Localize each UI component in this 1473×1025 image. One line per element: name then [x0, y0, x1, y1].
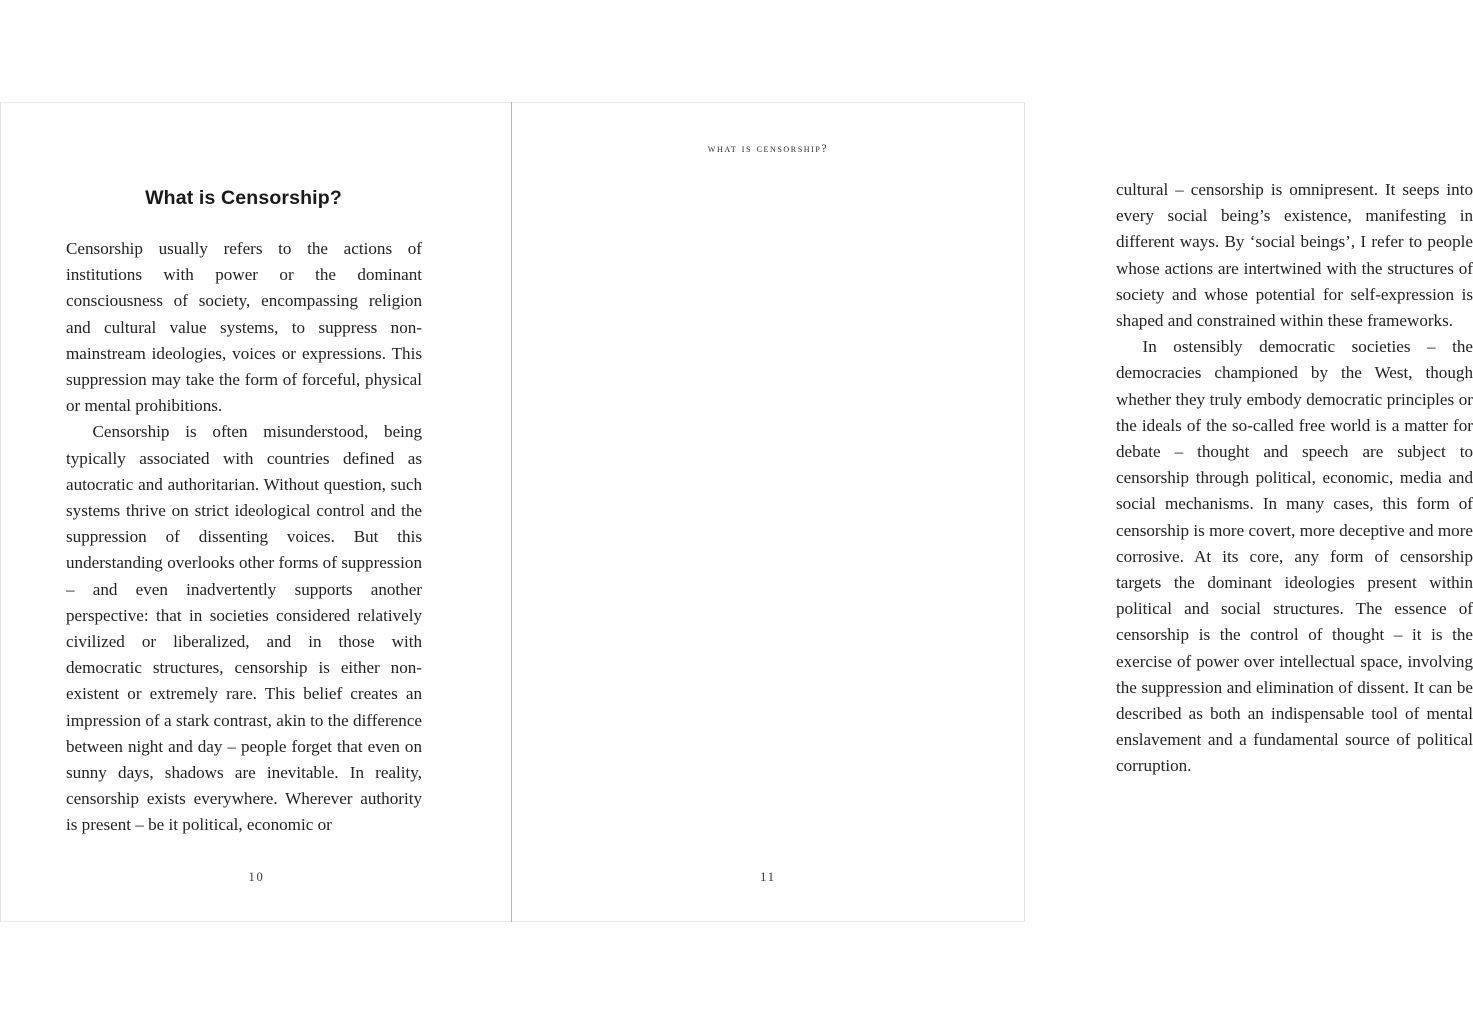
book-spread	[0, 102, 1473, 922]
chapter-heading: What is Censorship?	[145, 187, 342, 209]
right-page	[512, 103, 1473, 921]
paragraph: Censorship is often misunderstood, being typically associated with countries defined as autocratic and authoritarian. Without question, such systems thrive on strict ideological control and the suppression of dissenting voices. But this understanding overlooks other forms of suppression – and even inadvertently supports another perspective: that in societies considered relatively civilized or liberalized, and in those with democratic structures, censorship is either non-existent or extremely rare. This belief creates an impression of a stark contrast, akin to the difference between night and day – people forget that even on sunny days, shadows are inevitable. In reality, censorship exists everywhere. Wherever authority is present – be it political, economic or	[66, 422, 422, 835]
right-page-body	[1116, 177, 1473, 780]
left-page-body	[66, 236, 422, 839]
left-page	[1, 103, 512, 921]
page-number: 11	[760, 870, 776, 884]
paragraph: cultural – censorship is omnipresent. It seeps into every social being’s existence, manifesting in different ways. By ‘social beings’, I refer to people whose actions are intertwined with the structures of society and whose potential for self-expression is shaped and constrained within these frameworks.	[1116, 180, 1473, 331]
page-number: 10	[248, 870, 265, 884]
paragraph: In ostensibly democratic societies – the democracies championed by the West, though whether they truly embody democratic principles or the ideals of the so-called free world is a matter for debate – thought and speech are subject to censorship through political, economic, media and social mechanisms. In many cases, this form of censorship is more covert, more deceptive and more corrosive. At its core, any form of censorship targets the dominant ideologies present within political and social structures. The essence of censorship is the control of thought – it is the exercise of power over intellectual space, involving the suppression and elimination of dissent. It can be described as both an indispensable tool of mental enslavement and a fundamental source of political corruption.	[1116, 337, 1473, 776]
paragraph: Censorship usually refers to the actions of institutions with power or the dominant consciousness of society, encompassing religion and cultural value systems, to suppress non-mainstream ideologies, voices or expressions. This suppression may take the form of forceful, physical or mental prohibitions.	[66, 239, 422, 416]
running-head: what is censorship?	[707, 143, 829, 155]
book-spine-divider	[511, 102, 512, 922]
